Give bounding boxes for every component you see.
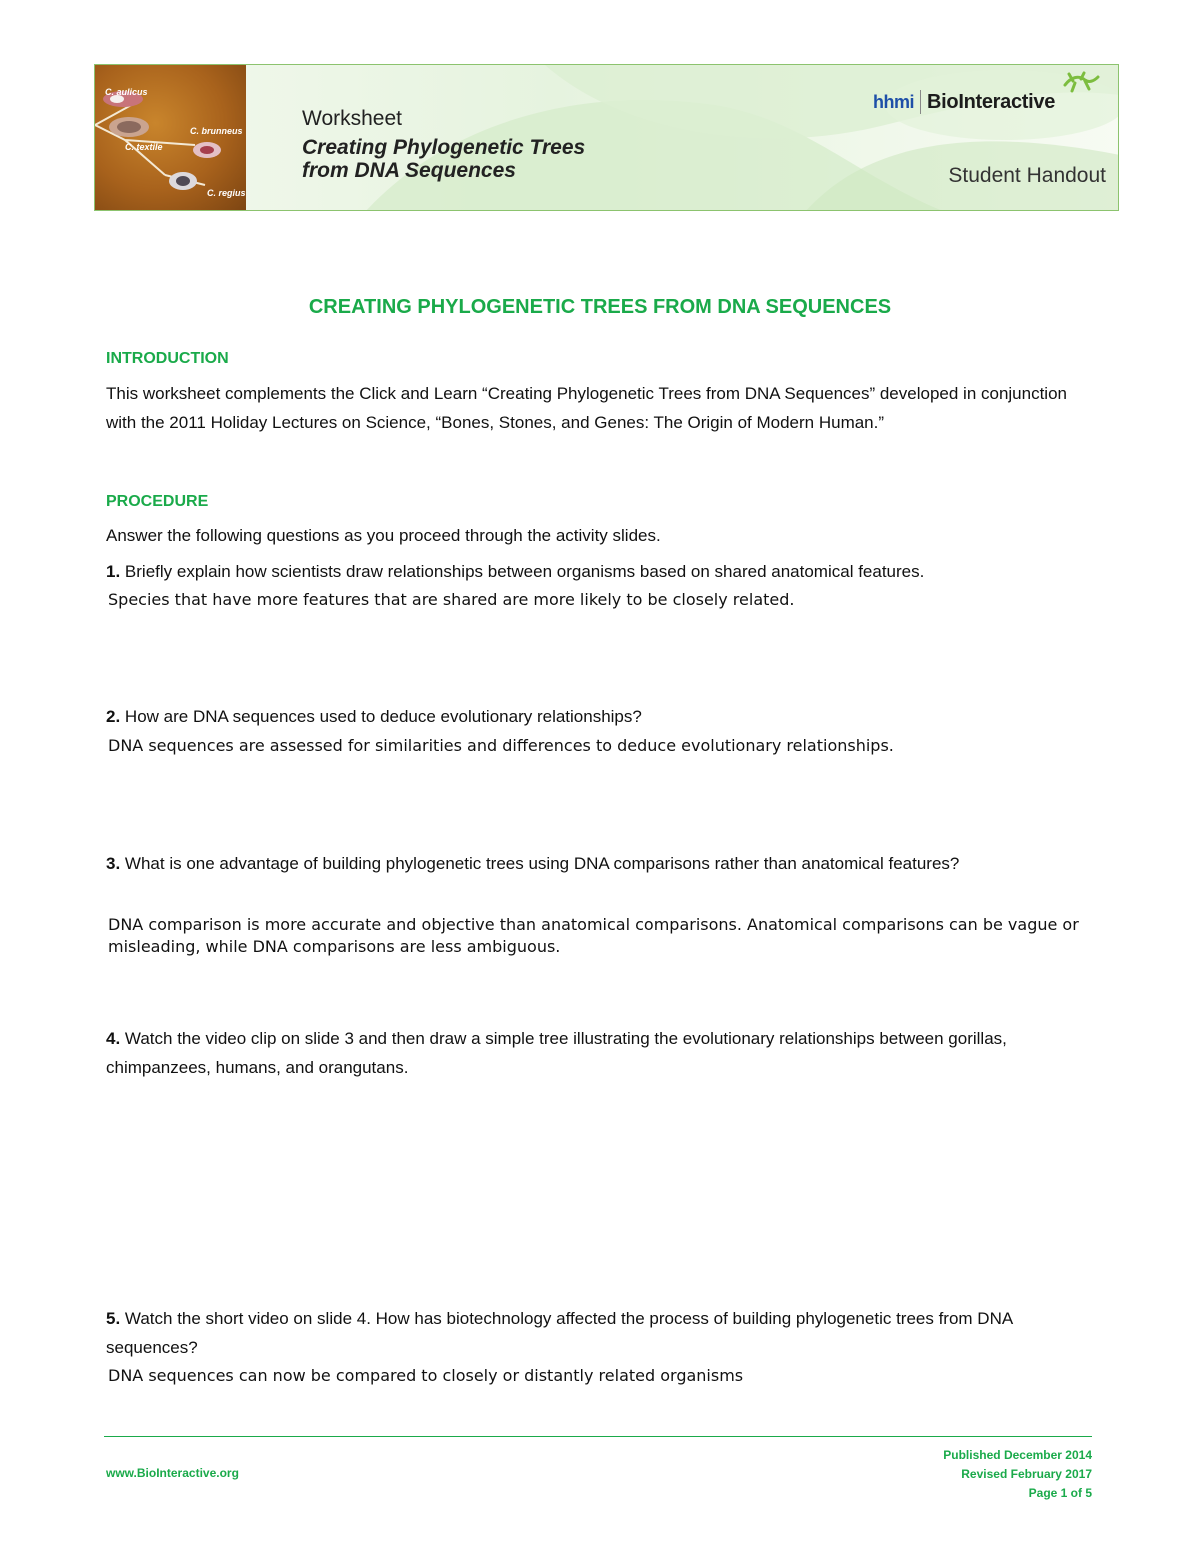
procedure-instruction: Answer the following questions as you proceed through the activity slides. bbox=[106, 526, 661, 545]
header-banner bbox=[94, 64, 1119, 211]
cone-snail-photo bbox=[95, 65, 246, 210]
footer-meta bbox=[943, 1446, 1092, 1503]
species-label-aulicus: C. aulicus bbox=[105, 87, 148, 97]
document-title: CREATING PHYLOGENETIC TREES FROM DNA SEQUENCES bbox=[308, 296, 892, 318]
introduction-heading: INTRODUCTION bbox=[106, 350, 229, 367]
worksheet-label: Worksheet bbox=[302, 107, 402, 130]
question-number: 2. bbox=[106, 707, 121, 726]
question-number: 1. bbox=[106, 562, 121, 581]
question-text: Watch the short video on slide 4. How has biotechnology affected the process of building phylogenetic trees from DNA sequences? bbox=[106, 1309, 1013, 1357]
worksheet-title-line1: Creating Phylogenetic Trees bbox=[302, 136, 586, 159]
answer-4-drawing-area[interactable] bbox=[108, 1090, 1093, 1290]
question-text: Watch the video clip on slide 3 and then draw a simple tree illustrating the evolutionary relationships between gorillas, chimpanzees, humans, and orangutans. bbox=[106, 1029, 1007, 1077]
species-label-regius: C. regius bbox=[207, 188, 246, 198]
species-label-textile: C. textile bbox=[125, 142, 163, 152]
answer-2[interactable]: DNA sequences are assessed for similarities and differences to deduce evolutionary relationships. bbox=[108, 736, 894, 755]
question-number: 5. bbox=[106, 1309, 121, 1328]
worksheet-title-line2: from DNA Sequences bbox=[302, 159, 516, 182]
species-label-brunneus: C. brunneus bbox=[190, 126, 243, 136]
procedure-heading: PROCEDURE bbox=[106, 493, 209, 510]
worksheet-title bbox=[302, 136, 682, 182]
handout-type: Student Handout bbox=[948, 164, 1106, 187]
question-3 bbox=[106, 849, 1096, 878]
question-number: 3. bbox=[106, 854, 121, 873]
answer-5[interactable]: DNA sequences can now be compared to closely or distantly related organisms bbox=[108, 1366, 744, 1385]
question-4 bbox=[106, 1024, 1096, 1082]
question-text: What is one advantage of building phylogenetic trees using DNA comparisons rather than anatomical features? bbox=[124, 854, 960, 873]
revised-date: Revised February 2017 bbox=[961, 1467, 1092, 1481]
published-date: Published December 2014 bbox=[943, 1448, 1092, 1462]
hhmi-logo-text: hhmi bbox=[873, 91, 914, 112]
question-text: How are DNA sequences used to deduce evolutionary relationships? bbox=[124, 707, 642, 726]
footer-divider bbox=[104, 1436, 1092, 1437]
biointeractive-logo-text: BioInteractive bbox=[927, 90, 1056, 113]
answer-1[interactable]: Species that have more features that are shared are more likely to be closely related. bbox=[108, 590, 795, 609]
answer-3[interactable]: DNA comparison is more accurate and objective than anatomical comparisons. Anatomical comparisons can be vague or misleading, while DNA comparisons are less ambiguous. bbox=[108, 915, 1079, 956]
introduction-text: This worksheet complements the Click and Learn “Creating Phylogenetic Trees from DNA Sequences” developed in conjunction with the 2011 Holiday Lectures on Science, “Bones, Stones, and Genes: The Origin of Modern Human.” bbox=[106, 384, 1067, 432]
question-text: Briefly explain how scientists draw relationships between organisms based on shared anatomical features. bbox=[124, 562, 925, 581]
question-1 bbox=[106, 557, 1096, 586]
lizard-icon bbox=[1061, 71, 1101, 97]
question-number: 4. bbox=[106, 1029, 121, 1048]
question-2 bbox=[106, 702, 1096, 731]
page-number: Page 1 of 5 bbox=[1028, 1486, 1092, 1500]
footer-url-link[interactable]: www.BioInteractive.org bbox=[106, 1466, 239, 1480]
question-5 bbox=[106, 1304, 1096, 1362]
hhmi-biointeractive-logo bbox=[873, 87, 1055, 117]
logo-divider bbox=[920, 90, 921, 114]
